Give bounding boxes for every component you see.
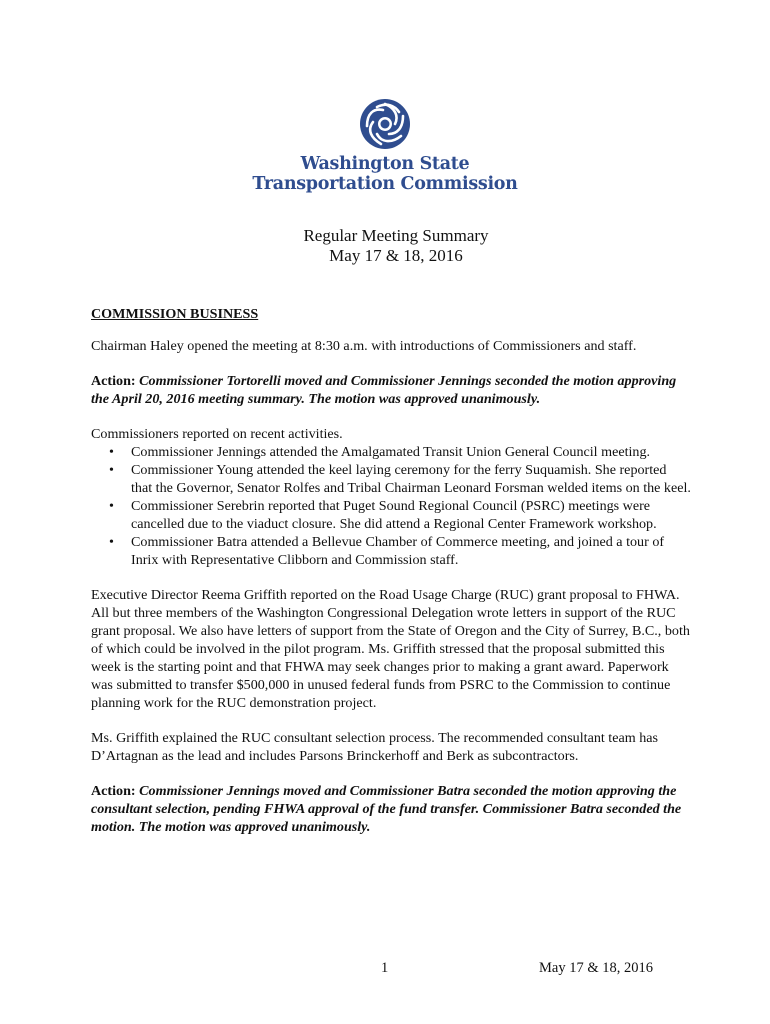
bullet-icon: • xyxy=(109,534,114,550)
ruc-grant-paragraph: Executive Director Reema Griffith reported on the Road Usage Charge (RUC) grant proposal to FHWA. All but three members of the Washington Congressional Delegation wrote letters in support of the RUC grant proposal. We also have letters of support from the State of Oregon and the City of Surrey, B.C., both of which could be involved in the pilot program. Ms. Griffith stressed that the proposal submitted this week is the starting point and that FHWA may seek changes prior to making a grant award. Paperwork was submitted to transfer $500,000 in unused federal funds from PSRC to the Commission to continue planning work for the RUC demonstration project. xyxy=(91,587,690,711)
page-number: 1 xyxy=(381,960,389,976)
action-item-2 xyxy=(91,782,691,836)
footer-date: May 17 & 18, 2016 xyxy=(539,960,653,976)
title-line1: Regular Meeting Summary xyxy=(303,226,489,245)
reports-intro: Commissioners reported on recent activities. xyxy=(91,426,343,442)
bullet-icon: • xyxy=(109,462,114,478)
opening-paragraph: Chairman Haley opened the meeting at 8:30 a.m. with introductions of Commissioners and staff. xyxy=(91,338,637,354)
consultant-paragraph: Ms. Griffith explained the RUC consultant selection process. The recommended consultant team has D’Artagnan as the lead and includes Parsons Brinckerhoff and Berk as subcontractors. xyxy=(91,730,659,764)
swirl-logo-icon xyxy=(359,98,411,150)
action-label: Action: xyxy=(91,783,136,799)
action-text: Commissioner Tortorelli moved and Commissioner Jennings seconded the motion approving the April 20, 2016 meeting summary. The motion was approved unanimously. xyxy=(91,373,677,407)
section-heading: COMMISSION BUSINESS xyxy=(91,306,259,322)
commissioner-reports-list xyxy=(91,443,691,569)
document-body xyxy=(91,305,691,853)
list-item: • Commissioner Batra attended a Bellevue Chamber of Commerce meeting, and joined a tour of Inrix with Representative Clibborn and Commission staff. xyxy=(109,534,665,568)
list-item: • Commissioner Serebrin reported that Puget Sound Regional Council (PSRC) meetings were cancelled due to the viaduct closure. She did attend a Regional Center Framework workshop. xyxy=(109,498,657,532)
list-item: • Commissioner Jennings attended the Amalgamated Transit Union General Council meeting. xyxy=(109,444,651,460)
list-item: • Commissioner Young attended the keel laying ceremony for the ferry Suquamish. She reported that the Governor, Senator Rolfes and Tribal Chairman Leonard Forsman welded items on the keel. xyxy=(109,462,691,496)
commission-logo xyxy=(0,98,770,194)
action-label: Action: xyxy=(91,373,136,389)
action-item-1 xyxy=(91,372,691,408)
logo-org-line1: Washington State xyxy=(300,154,470,174)
title-line2: May 17 & 18, 2016 xyxy=(329,246,463,265)
page-title xyxy=(0,226,770,266)
bullet-icon: • xyxy=(109,444,114,460)
action-text: Commissioner Jennings moved and Commissioner Batra seconded the motion approving the consultant selection, pending FHWA approval of the fund transfer. Commissioner Batra seconded the motion. The motion was approved unanimously. xyxy=(91,783,682,835)
bullet-icon: • xyxy=(109,498,114,514)
logo-org-line2: Transportation Commission xyxy=(252,174,518,194)
